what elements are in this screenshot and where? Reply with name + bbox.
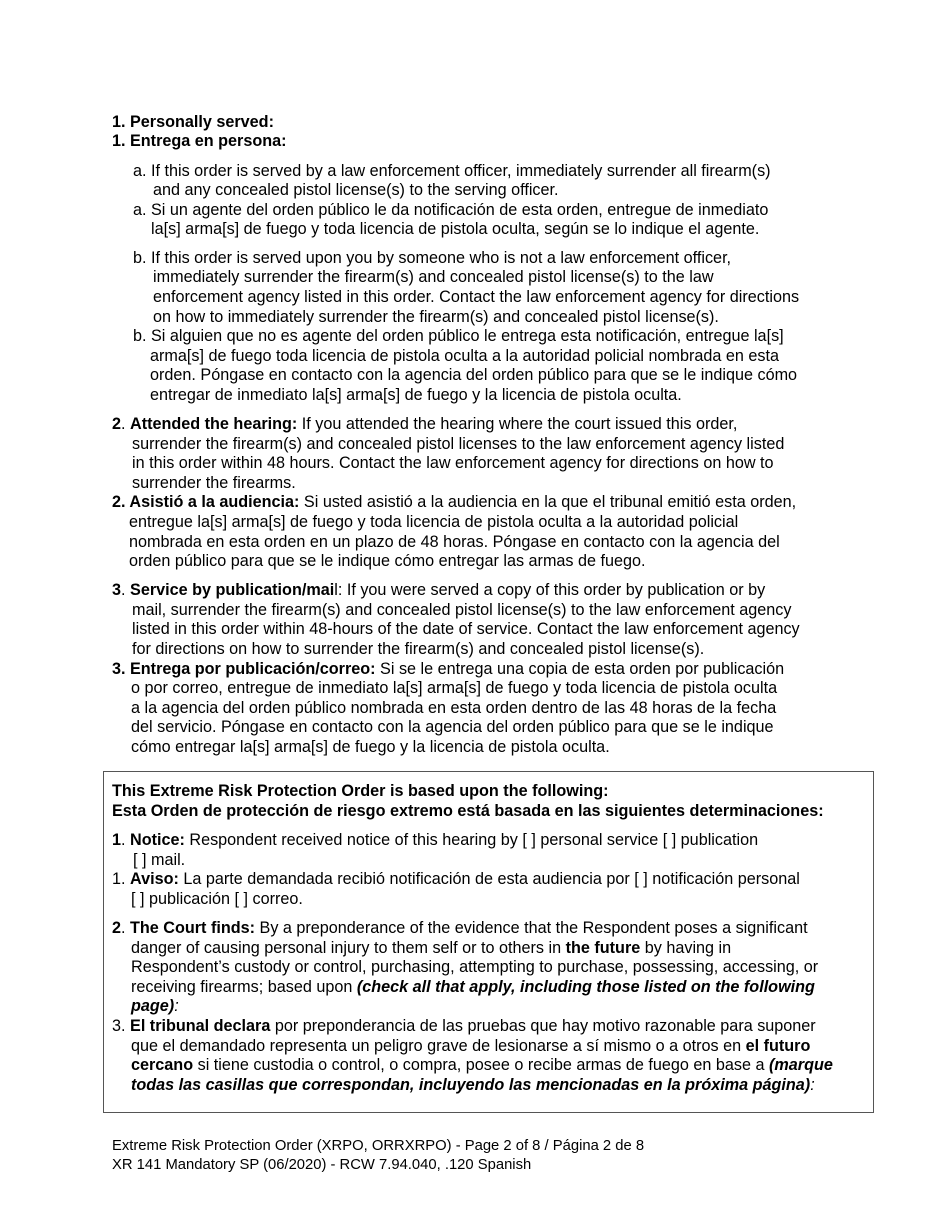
declara-emphasis: cercano (131, 1056, 194, 1074)
footer-form-number: XR 141 Mandatory SP (06/2020) - RCW 7.94.040, .120 Spanish (112, 1157, 532, 1173)
item-b-en-line: immediately surrender the firearm(s) and concealed pistol license(s) to the law (153, 268, 714, 286)
section2-label-en: Attended the hearing: (130, 415, 298, 433)
section1-heading-en: 1. Personally served: (112, 113, 274, 131)
declara-text: por preponderancia de las pruebas que hay motivo razonable para suponer (274, 1017, 816, 1035)
declara-text: si tiene custodia o control, o compra, posee o recibe armas de fuego en base a (197, 1056, 765, 1074)
section3-label-es: 3. Entrega por publicación/correo: (112, 660, 376, 678)
declara-line2 (131, 1037, 810, 1057)
finds-line4 (131, 978, 815, 998)
section3-es-line: o por correo, entregue de inmediato la[s] arma[s] de fuego y toda licencia de pistola oculta (131, 679, 778, 697)
section3-label-en: Service by publication/mai (130, 581, 335, 599)
section3-en-line1: 3. Service by publication/mail: If you were served a copy of this order by publication or by (112, 581, 766, 599)
section3-es-line: cómo entregar la[s] arma[s] de fuego y la licencia de pistola oculta. (131, 738, 610, 756)
notice-line2: [ ] mail. (133, 851, 186, 869)
declara-line3 (131, 1056, 833, 1076)
declara-label: El tribunal declara (130, 1017, 271, 1035)
finds-line2 (131, 939, 731, 959)
finds-colon: : (174, 997, 179, 1015)
aviso-label: Aviso: (130, 870, 179, 888)
aviso-line1 (112, 870, 800, 890)
item-b-es-line: orden. Póngase en contacto con la agencia del orden público para que se le indique cómo (150, 366, 798, 384)
finds-instruction: (check all that apply, including those listed on the following (356, 978, 815, 996)
item-b-es-line: b. Si alguien que no es agente del orden público le entrega esta notificación, entregue la[s] (133, 327, 784, 345)
item-b-en-line: enforcement agency listed in this order. Contact the law enforcement agency for directions (153, 288, 800, 306)
section2-label-es: 2. Asistió a la audiencia: (112, 493, 300, 511)
declara-emphasis: el futuro (745, 1037, 811, 1055)
declara-line4 (131, 1076, 815, 1096)
section2-num: 2 (112, 415, 122, 433)
item-b-es-line: arma[s] de fuego toda licencia de pistola oculta a la autoridad policial nombrada en esta (150, 347, 780, 365)
declara-num: 3. (112, 1017, 126, 1035)
section3-en-line: for directions on how to surrender the firearm(s) and concealed pistol license(s). (132, 640, 705, 658)
declara-colon: : (810, 1076, 815, 1094)
finds-text: danger of causing personal injury to them self or to others in (131, 939, 562, 957)
section3-es-line1 (112, 660, 784, 680)
section2-en-line: in this order within 48 hours. Contact the law enforcement agency for directions on how to (132, 454, 774, 472)
section2-es-line: entregue la[s] arma[s] de fuego y toda licencia de pistola oculta a la autoridad policial (129, 513, 739, 531)
finds-label: The Court finds: (130, 919, 256, 937)
finds-instruction: page) (131, 997, 175, 1015)
item-b-en-line: b. If this order is served upon you by someone who is not a law enforcement officer, (133, 249, 732, 267)
declara-instruction: (marque (769, 1056, 833, 1074)
section3-en-text: If you were served a copy of this order by publication or by (346, 581, 766, 599)
finds-line5 (131, 997, 179, 1017)
declara-instruction: todas las casillas que correspondan, incluyendo las mencionadas en la próxima página) (131, 1076, 811, 1094)
section3-label-en-tail: l: (334, 581, 343, 599)
section1-heading-es: 1. Entrega en persona: (112, 132, 287, 150)
box-title-en: This Extreme Risk Protection Order is based upon the following: (112, 782, 609, 800)
finds-text: By a preponderance of the evidence that the Respondent poses a significant (259, 919, 808, 937)
aviso-line2: [ ] publicación [ ] correo. (131, 890, 303, 908)
section3-es-line: a la agencia del orden público nombrada en esta orden dentro de las 48 horas de la fecha (131, 699, 777, 717)
finds-text: by having in (644, 939, 732, 957)
section3-num: 3 (112, 581, 122, 599)
item-a-es-line: la[s] arma[s] de fuego y toda licencia de pistola oculta, según se lo indique el agente. (151, 220, 760, 238)
section3-en-line: mail, surrender the firearm(s) and concealed pistol license(s) to the law enforcement agency (132, 601, 792, 619)
finds-line3: Respondent’s custody or control, purchasing, attempting to purchase, possessing, accessing, or (131, 958, 819, 976)
section2-en-line: surrender the firearms. (132, 474, 296, 492)
section2-es-line: nombrada en esta orden en un plazo de 48 horas. Póngase en contacto con la agencia del (129, 533, 780, 551)
notice-text: Respondent received notice of this hearing by [ ] personal service [ ] publication (189, 831, 759, 849)
item-b-es-line: entregar de inmediato la[s] arma[s] de fuego y la licencia de pistola oculta. (150, 386, 682, 404)
section3-es-line: del servicio. Póngase en contacto con la agencia del orden público para que se le indique (131, 718, 774, 736)
aviso-num: 1. (112, 870, 126, 888)
box-title-es: Esta Orden de protección de riesgo extremo está basada en las siguientes determinaciones: (112, 802, 824, 820)
section3-es-text: Si se le entrega una copia de esta orden por publicación (380, 660, 785, 678)
section2-es-line: orden público para que se le indique cómo entregar las armas de fuego. (129, 552, 646, 570)
finds-num: 2 (112, 919, 122, 937)
declara-line1 (112, 1017, 816, 1037)
notice-num: 1 (112, 831, 122, 849)
finds-emphasis: the future (565, 939, 641, 957)
section2-en-text: If you attended the hearing where the court issued this order, (301, 415, 738, 433)
item-a-es-line: a. Si un agente del orden público le da notificación de esta orden, entregue de inmediato (133, 201, 769, 219)
finds-text: receiving firearms; based upon (131, 978, 353, 996)
section2-es-line1 (112, 493, 796, 513)
section2-es-text: Si usted asistió a la audiencia en la que el tribunal emitió esta orden, (303, 493, 797, 511)
aviso-text: La parte demandada recibió notificación de esta audiencia por [ ] notificación personal (183, 870, 800, 888)
section3-en-line: listed in this order within 48-hours of the date of service. Contact the law enforcement agency (132, 620, 800, 638)
notice-line1: 1. Notice: Respondent received notice of this hearing by [ ] personal service [ ] publication (112, 831, 759, 849)
notice-label: Notice: (130, 831, 185, 849)
item-a-en-line: a. If this order is served by a law enforcement officer, immediately surrender all firearm(s) (133, 162, 771, 180)
footer-form-title: Extreme Risk Protection Order (XRPO, ORRXRPO) - Page 2 of 8 / Página 2 de 8 (112, 1138, 645, 1154)
item-b-en-line: on how to immediately surrender the firearm(s) and concealed pistol license(s). (153, 308, 719, 326)
section2-en-line: surrender the firearm(s) and concealed pistol licenses to the law enforcement agency listed (132, 435, 785, 453)
finds-line1: 2. The Court finds: By a preponderance of the evidence that the Respondent poses a significant (112, 919, 808, 937)
declara-text: que el demandado representa un peligro grave de lesionarse a sí mismo o a otros en (131, 1037, 742, 1055)
item-a-en-line: and any concealed pistol license(s) to the serving officer. (153, 181, 559, 199)
section2-en-line1: 2. Attended the hearing: If you attended the hearing where the court issued this order, (112, 415, 738, 433)
